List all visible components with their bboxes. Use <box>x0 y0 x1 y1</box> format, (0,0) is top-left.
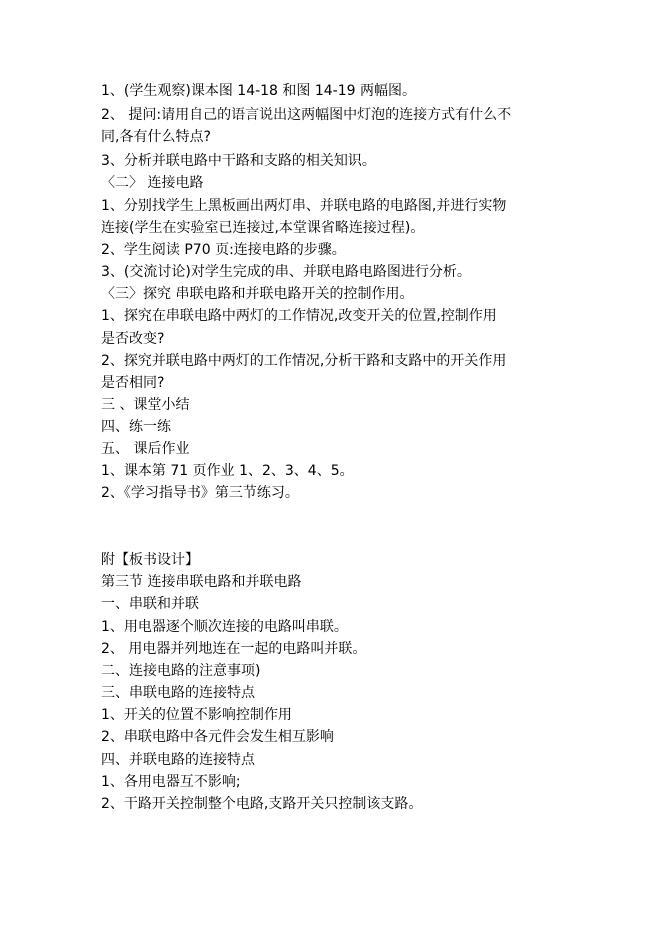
board-line-12: 2、干路开关控制整个电路,支路开关只控制该支路。 <box>101 796 423 812</box>
lesson-line-6: 1、分别找学生上黑板画出两灯串、并联电路的电路图,并进行实物 <box>101 198 507 214</box>
board-line-8: 1、开关的位置不影响控制作用 <box>101 707 292 723</box>
board-title: 第三节 连接串联电路和并联电路 <box>101 574 302 590</box>
board-line-11: 1、各用电器互不影响; <box>101 774 241 790</box>
lesson-line-1: 1、(学生观察)课本图 14-18 和图 14-19 两幅图。 <box>101 83 416 99</box>
lesson-line-17: 五、 课后作业 <box>101 441 190 457</box>
lesson-line-3: 同,各有什么特点? <box>101 129 211 145</box>
lesson-line-2: 2、 提问:请用自己的语言说出这两幅图中灯泡的连接方式有什么不 <box>101 107 512 123</box>
board-line-6: 二、连接电路的注意事项) <box>101 663 261 679</box>
lesson-line-8: 2、学生阅读 P70 页:连接电路的步骤。 <box>101 242 346 258</box>
lesson-line-13: 2、探究并联电路中两灯的工作情况,分析干路和支路中的开关作用 <box>101 353 507 369</box>
lesson-line-19: 2、《学习指导书》第三节练习。 <box>101 485 299 501</box>
board-line-4: 1、用电器逐个顺次连接的电路叫串联。 <box>101 619 348 635</box>
board-line-5: 2、 用电器并列地连在一起的电路叫并联。 <box>101 641 367 657</box>
lesson-line-15: 三 、课堂小结 <box>101 397 190 413</box>
lesson-line-5: 〈二〉 连接电路 <box>101 175 204 191</box>
lesson-line-12: 是否改变? <box>101 331 165 347</box>
lesson-line-18: 1、课本第 71 页作业 1、2、3、4、5。 <box>101 463 354 479</box>
board-line-3: 一、串联和并联 <box>101 596 199 612</box>
lesson-line-9: 3、(交流讨论)对学生完成的串、并联电路电路图进行分析。 <box>101 264 471 280</box>
board-line-9: 2、串联电路中各元件会发生相互影响 <box>101 729 334 745</box>
lesson-line-7: 连接(学生在实验室已连接过,本堂课省略连接过程)。 <box>101 220 425 236</box>
lesson-line-14: 是否相同? <box>101 375 165 391</box>
lesson-line-16: 四、练一练 <box>101 419 171 435</box>
board-heading: 附【板书设计】 <box>101 552 199 568</box>
board-line-10: 四、并联电路的连接特点 <box>101 752 255 768</box>
board-line-7: 三、串联电路的连接特点 <box>101 685 255 701</box>
lesson-line-4: 3、分析并联电路中干路和支路的相关知识。 <box>101 153 376 169</box>
lesson-line-10: 〈三〉探究 串联电路和并联电路开关的控制作用。 <box>101 286 414 302</box>
lesson-line-11: 1、探究在串联电路中两灯的工作情况,改变开关的位置,控制作用 <box>101 308 497 324</box>
